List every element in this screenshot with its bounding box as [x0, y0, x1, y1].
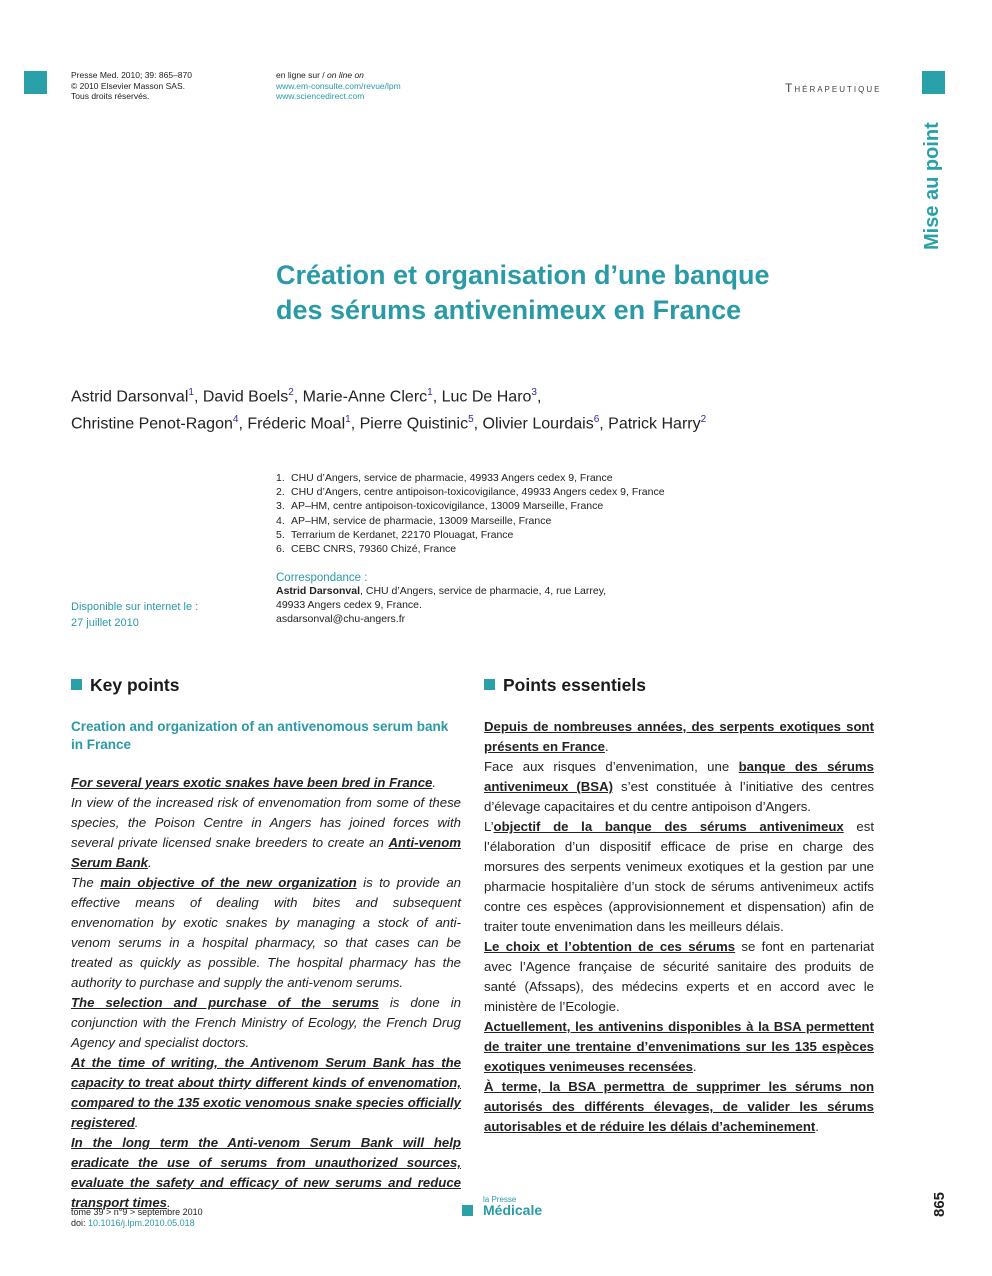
journal-citation: Presse Med. 2010; 39: 865–870: [71, 70, 192, 80]
author-affiliation: 2: [288, 387, 294, 398]
availability-date: 27 juillet 2010: [71, 617, 139, 629]
article-title: [276, 258, 770, 328]
logo-small-text: la Presse: [483, 1195, 517, 1204]
online-label-en: on line on: [327, 70, 364, 80]
key-points-column: [71, 675, 461, 1213]
paragraph: In view of the increased risk of envenomation from some of these species, the Poison Centre in Angers has joined forces with several private licensed snake breeders to create an Anti-venom Serum Bank.: [71, 795, 461, 870]
title-line-2: des sérums antivenimeux en France: [276, 295, 742, 325]
side-label: Mise au point: [921, 122, 943, 250]
key-points-heading: Key points: [71, 675, 461, 696]
author: Christine Penot-Ragon: [71, 415, 233, 433]
copyright: © 2010 Elsevier Masson SAS.: [71, 80, 185, 91]
points-essentiels-column: [484, 675, 874, 1137]
author: Fréderic Moal: [247, 415, 346, 433]
issue-info: tome 39 > n°9 > septembre 2010: [71, 1207, 203, 1217]
paragraph: At the time of writing, the Antivenom Serum Bank has the capacity to treat about thirty different kinds of envenomation, compared to the 135 exotic venomous snake species officially registered.: [71, 1055, 461, 1130]
section-label: Thérapeutique: [785, 81, 882, 95]
affiliation: 6. CEBC CNRS, 79360 Chizé, France: [276, 543, 457, 556]
correspondence-email[interactable]: asdarsonval@chu-angers.fr: [276, 613, 406, 626]
paragraph: In the long term the Anti-venom Serum Bank will help eradicate the use of serums from unauthorized sources, evaluate the safety and efficacy of new serums and reduce transport times.: [71, 1135, 461, 1210]
journal-info: [71, 70, 192, 102]
author: David Boels: [202, 388, 289, 406]
paragraph: The main objective of the new organization is to provide an effective means of dealing with bites and subsequent envenomation by exotic snakes by managing a stock of anti-venom serums in a hospital pharmacy, so that cases can be treated as quickly as possible. The hospital pharmacy has the authority to purchase and supply the anti-venom serums.: [71, 875, 461, 990]
rights: Tous droits réservés.: [71, 91, 150, 101]
paragraph: For several years exotic snakes have been bred in France.: [71, 775, 437, 790]
affiliation: 5. Terrarium de Kerdanet, 22170 Plouagat, France: [276, 528, 514, 541]
affiliation: 3. AP–HM, centre antipoison-toxicovigilance, 13009 Marseille, France: [276, 500, 604, 513]
affiliation: 4. AP–HM, service de pharmacie, 13009 Marseille, France: [276, 514, 552, 527]
author: Astrid Darsonval: [71, 388, 189, 406]
paragraph: Le choix et l’obtention de ces sérums se font en partenariat avec l’Agence française de sécurité sanitaire des produits de santé (Afssaps), des médecins experts et en accord avec le ministère de l’Ecologie.: [484, 939, 874, 1014]
author-line-1: Astrid Darsonval$^1$, David Boels$^2$, Marie-Anne Clerc$^1$, Luc De Haro$^3$,: [71, 387, 542, 406]
author-affiliation: 4: [232, 414, 239, 426]
author-affiliation: 5: [468, 414, 474, 426]
correspondence-line-2: 49933 Angers cedex 9, France.: [276, 599, 422, 612]
doi-link[interactable]: 10.1016/j.lpm.2010.05.018: [88, 1218, 195, 1228]
availability: [71, 599, 198, 631]
author: Pierre Quistinic: [359, 415, 469, 433]
affiliation: 2. CHU d’Angers, centre antipoison-toxicovigilance, 49933 Angers cedex 9, France: [276, 486, 665, 499]
logo-square-icon: [462, 1205, 473, 1216]
author-affiliation: 1: [188, 387, 194, 398]
correspondence: [276, 572, 606, 627]
author: Marie-Anne Clerc: [302, 388, 428, 406]
paragraph: À terme, la BSA permettra de supprimer les sérums non autorisés des différents élevages, de valider les sérums autorisables et de réduire les délais d’acheminement.: [484, 1079, 874, 1134]
author: Luc De Haro: [441, 388, 532, 406]
footer-issue: [71, 1207, 203, 1229]
corner-square-left: [24, 71, 47, 94]
author-affiliation: 3: [531, 387, 537, 398]
paragraph: Face aux risques d’envenimation, une banque des sérums antivenimeux (BSA) s’est constituée à l’initiative des centres d’élevage capacitaires et du centre antipoison d’Angers.: [484, 759, 874, 814]
correspondence-name: Astrid Darsonval: [276, 585, 361, 597]
paragraph: The selection and purchase of the serums is done in conjunction with the French Ministry of Ecology, the French Drug Agency and specialist doctors.: [71, 995, 461, 1050]
affiliation-list: [276, 471, 665, 556]
author-list: [71, 381, 931, 436]
heading-square-icon: [71, 679, 82, 690]
online-info: [276, 70, 401, 102]
author: Patrick Harry: [608, 415, 701, 433]
author-affiliation: 1: [345, 414, 351, 426]
key-points-body: [71, 773, 461, 1213]
online-label: en ligne sur /: [276, 70, 328, 80]
points-essentiels-heading: Points essentiels: [484, 675, 874, 696]
affiliation: 1. CHU d’Angers, service de pharmacie, 49933 Angers cedex 9, France: [276, 472, 613, 484]
author-affiliation: 6: [593, 414, 600, 426]
corner-square-right: [922, 71, 945, 94]
page-number: 865: [931, 1191, 948, 1217]
url-sciencedirect[interactable]: www.sciencedirect.com: [276, 91, 365, 101]
points-essentiels-body: [484, 717, 874, 1137]
author: Olivier Lourdais: [482, 415, 594, 433]
title-line-1: Création et organisation d’une banque: [276, 260, 770, 290]
paragraph: Depuis de nombreuses années, des serpents exotiques sont présents en France.: [484, 719, 874, 754]
author-affiliation: 1: [427, 387, 433, 398]
correspondence-heading: Correspondance :: [276, 572, 368, 584]
author-line-2: Christine Penot-Ragon$^4$, Fréderic Moal$^1$, Pierre Quistinic$^5$, Olivier Lourdais$^6$, Patrick Harry$^2$: [71, 414, 707, 433]
key-points-subtitle: Creation and organization of an antivenomous serum bank in France: [71, 719, 449, 752]
url-em-consulte[interactable]: www.em-consulte.com/revue/lpm: [276, 80, 401, 91]
logo-big-text: Médicale: [483, 1202, 543, 1218]
paragraph: Actuellement, les antivenins disponibles à la BSA permettent de traiter une trentaine d’envenimations sur les 135 espèces exotiques venimeuses recensées.: [484, 1019, 874, 1074]
availability-label: Disponible sur internet le :: [71, 601, 199, 613]
correspondence-line-1: Astrid Darsonval, CHU d’Angers, service de pharmacie, 4, rue Larrey,: [276, 585, 607, 597]
paragraph: L’objectif de la banque des sérums antivenimeux est l’élaboration d’un dispositif efficace de prise en charge des morsures des serpents venimeux exotiques et la gestion par une pharmacie hospitalière d’un stock de sérums antivenimeux actifs contre ces espèces (approvisionnement et dispensation) afin de traiter toute envenimation dans les meilleurs délais.: [484, 819, 874, 934]
doi-line: doi: 10.1016/j.lpm.2010.05.018: [71, 1218, 195, 1228]
heading-square-icon: [484, 679, 495, 690]
author-affiliation: 2: [700, 414, 707, 426]
